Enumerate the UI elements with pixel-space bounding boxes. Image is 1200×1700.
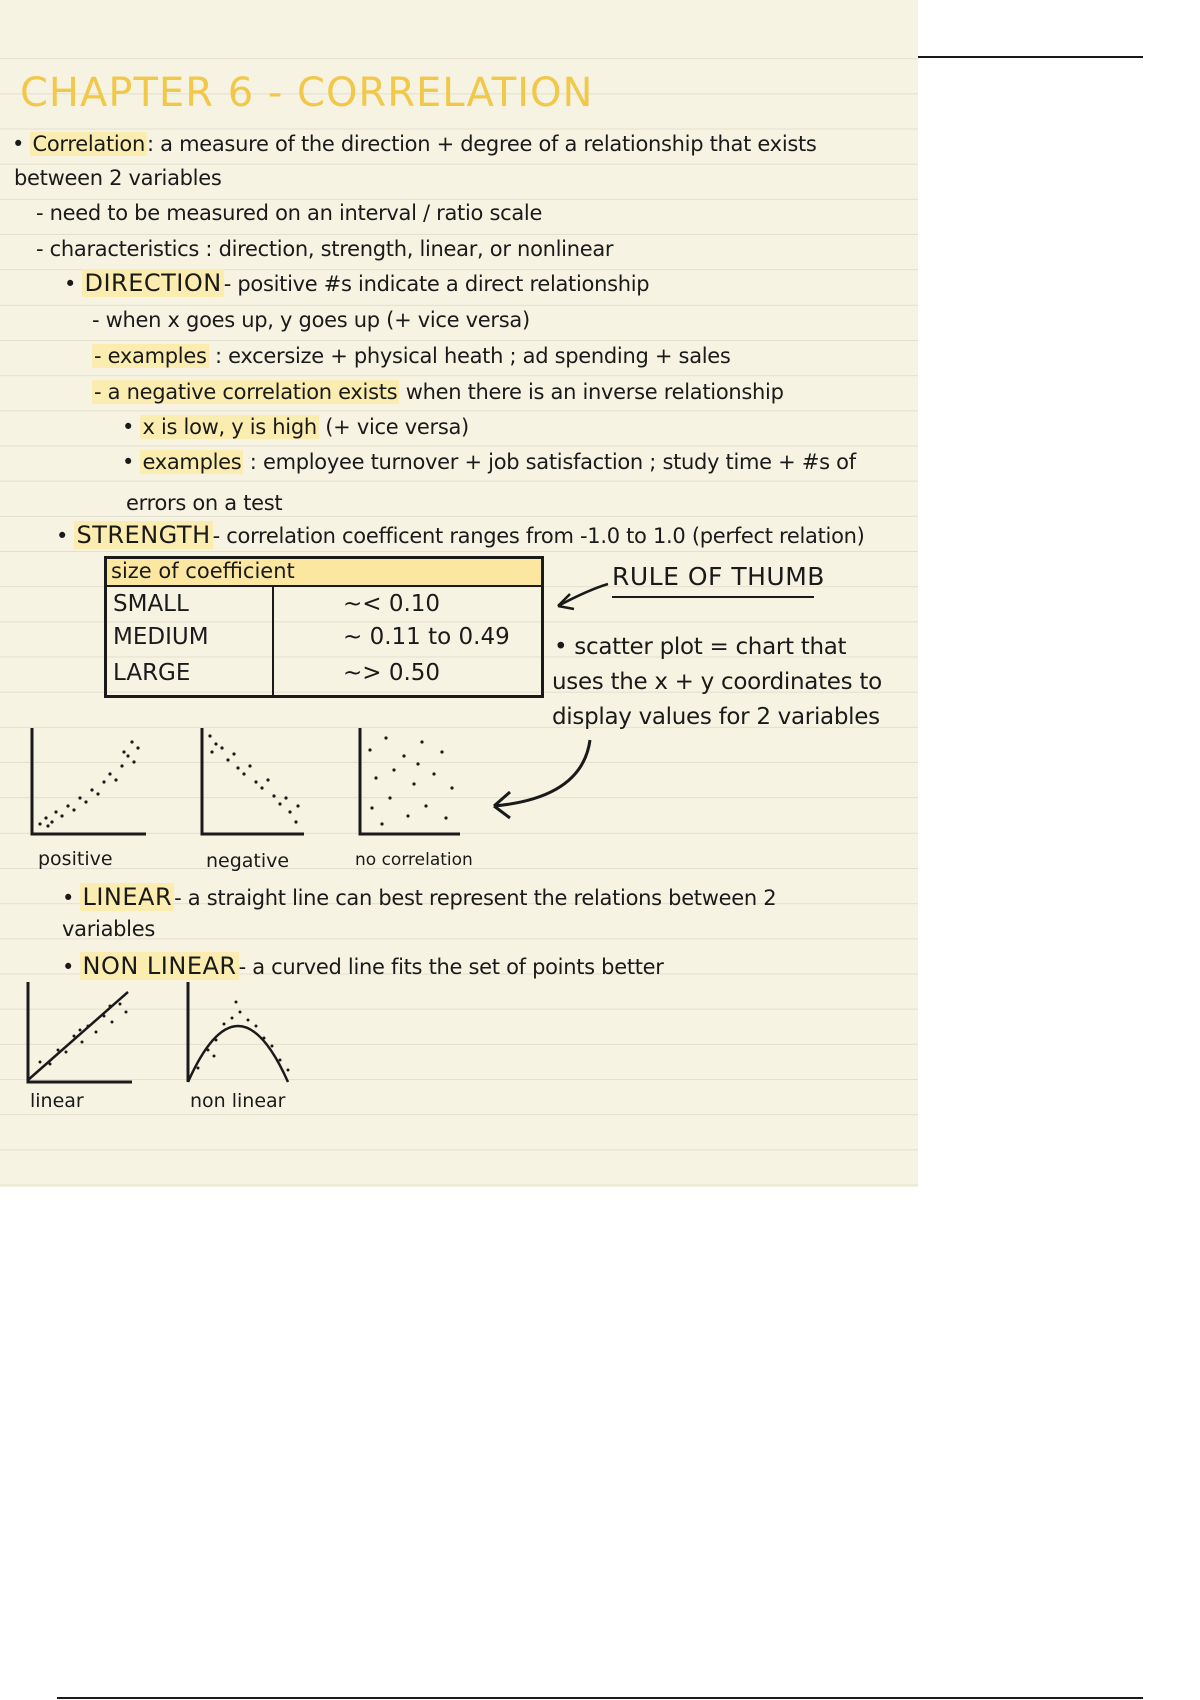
nonlinear-figure (184, 980, 300, 1086)
coefficient-table (104, 556, 544, 698)
value-cell: ~> 0.50 (343, 660, 441, 686)
x-low-rest: (+ vice versa) (318, 415, 469, 439)
correlation-term: Correlation (32, 132, 145, 156)
direction-examples-line (92, 343, 731, 369)
strength-line (56, 522, 865, 549)
scatter-note-text: scatter plot = chart that (574, 634, 847, 660)
bottom-rule (57, 1697, 1143, 1699)
scatter-points (197, 1001, 290, 1072)
scatter-points (208, 734, 299, 823)
linear-definition-cont: variables (62, 917, 155, 941)
positive-scatter-figure (28, 726, 152, 838)
size-cell: SMALL (113, 591, 189, 617)
no-correlation-scatter-figure (356, 726, 468, 838)
direction-line (64, 270, 649, 297)
rule-of-thumb-label: RULE OF THUMB (612, 562, 825, 591)
x-low-term: x is low, y is high (142, 415, 317, 439)
nonlinear-line (62, 953, 664, 980)
negative-examples-line (122, 449, 856, 475)
direction-examples: : excersize + physical heath ; ad spending + sales (208, 344, 731, 368)
linear-figure (24, 980, 140, 1086)
bullet: • (12, 132, 25, 156)
negative-correlation-term: - a negative correlation exists (94, 380, 398, 404)
size-cell: MEDIUM (113, 624, 209, 650)
size-cell: LARGE (113, 660, 191, 686)
axes (32, 728, 146, 834)
linear-line (62, 884, 776, 911)
x-low-line (122, 414, 469, 440)
strength-term: STRENGTH (76, 521, 211, 549)
table-row (107, 587, 541, 621)
scatter-points (38, 740, 139, 827)
scatter-note-line1 (554, 634, 846, 660)
linear-term: LINEAR (82, 883, 173, 911)
direction-examples-term: - examples (94, 344, 207, 368)
bullet: • (64, 272, 77, 296)
correlation-line (12, 131, 817, 157)
linear-label: linear (30, 1090, 84, 1112)
negative-examples-cont: errors on a test (126, 491, 283, 515)
arrow-shaft (494, 740, 590, 806)
direction-when: - when x goes up, y goes up (+ vice versa) (92, 308, 530, 332)
bullet: • (122, 415, 135, 439)
strength-definition: - correlation coefficent ranges from -1.0 to 1.0 (perfect relation) (212, 524, 865, 548)
fit-curve (188, 1026, 288, 1082)
linear-definition: - a straight line can best represent the relations between 2 (174, 886, 777, 910)
bullet: • (62, 886, 75, 910)
bullet: • (62, 955, 75, 979)
page-title: CHAPTER 6 - CORRELATION (20, 70, 594, 116)
table-row (107, 620, 541, 654)
table-row (107, 656, 541, 690)
negative-label: negative (206, 850, 290, 872)
arrow-shaft (558, 584, 608, 606)
arrow-to-figures-icon (480, 732, 600, 822)
direction-definition: - positive #s indicate a direct relationship (223, 272, 650, 296)
direction-term: DIRECTION (84, 269, 222, 297)
negative-examples: : employee turnover + job satisfaction ; study time + #s of (243, 450, 856, 474)
correlation-definition: : a measure of the direction + degree of a relationship that exists (146, 132, 817, 156)
negative-scatter-figure (198, 726, 310, 838)
interval-ratio-note: - need to be measured on an interval / ratio scale (36, 201, 543, 225)
scatter-note-line3: display values for 2 variables (552, 704, 880, 730)
positive-label: positive (38, 848, 113, 870)
bullet: • (122, 450, 135, 474)
negative-examples-term: examples (142, 450, 242, 474)
top-rule (918, 56, 1143, 58)
negative-correlation-definition: when there is an inverse relationship (399, 380, 784, 404)
negative-correlation-line (92, 379, 784, 405)
nonlinear-term: NON LINEAR (82, 952, 237, 980)
nonlinear-label: non linear (190, 1090, 286, 1112)
correlation-definition-cont: between 2 variables (14, 166, 222, 190)
characteristics-note: - characteristics : direction, strength, linear, or nonlinear (36, 237, 614, 261)
bullet: • (56, 524, 69, 548)
scatter-points (368, 736, 453, 825)
rule-of-thumb-underline (612, 596, 814, 598)
bullet: • (554, 634, 568, 660)
no-correlation-label: no correlation (355, 850, 473, 870)
value-cell: ~< 0.10 (343, 591, 441, 617)
scatter-points (39, 1003, 128, 1066)
value-cell: ~ 0.11 to 0.49 (343, 624, 510, 650)
fit-line (28, 992, 128, 1080)
table-header: size of coefficient (107, 559, 541, 587)
scatter-note-line2: uses the x + y coordinates to (552, 669, 882, 695)
arrow-to-table-icon (550, 578, 614, 618)
nonlinear-definition: - a curved line fits the set of points better (238, 955, 664, 979)
